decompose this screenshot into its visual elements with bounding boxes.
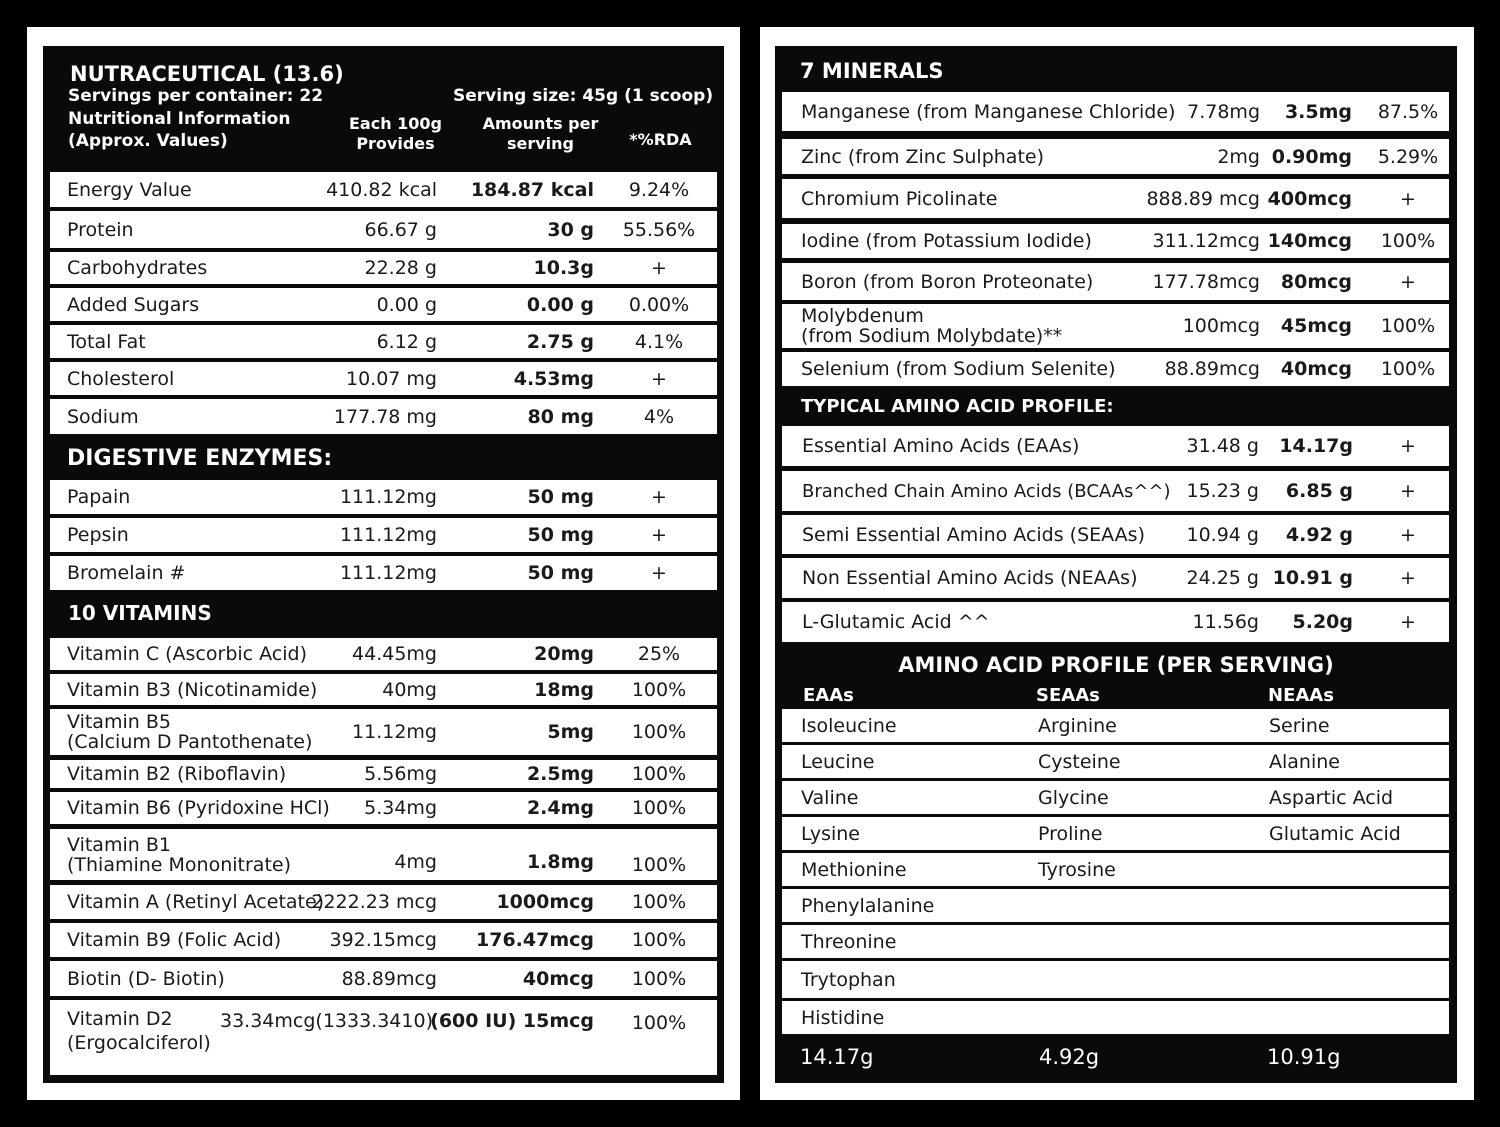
row-rda: 100% <box>631 678 687 701</box>
row-per100: 111.12mg <box>339 524 437 546</box>
row-per100: 0.00 g <box>376 293 437 316</box>
row-rda: 25% <box>637 643 681 665</box>
neaa-cell: Alanine <box>1269 750 1340 773</box>
table-row <box>782 602 1449 642</box>
row-per100: 33.34mcg(1333.3410) <box>220 1010 433 1032</box>
row-serving: 40mcg <box>522 967 594 990</box>
row-serving: 50 mg <box>527 524 594 546</box>
row-name: Chromium Picolinate <box>801 187 998 210</box>
row-rda: 55.56% <box>622 218 696 241</box>
row-serving: 5.20g <box>1292 611 1353 633</box>
row-name: Total Fat <box>67 330 146 353</box>
eaa-cell: Isoleucine <box>801 714 897 737</box>
row-per100: 4mg <box>394 851 437 873</box>
table-row <box>50 399 717 434</box>
row-name: Iodine (from Potassium Iodide) <box>801 230 1092 252</box>
seaa-cell: Glycine <box>1038 786 1109 809</box>
table-row <box>782 426 1449 466</box>
seaa-cell: Arginine <box>1038 714 1117 737</box>
row-serving: 4.92 g <box>1285 523 1353 546</box>
row-rda: + <box>1400 523 1416 546</box>
neaa-cell: Aspartic Acid <box>1269 786 1394 809</box>
row-per100: 410.82 kcal <box>326 178 437 201</box>
table-row <box>782 889 1449 922</box>
row-serving: 10.3g <box>533 257 594 279</box>
row-serving: 2.5mg <box>526 763 594 785</box>
row-name: Pepsin <box>67 524 129 546</box>
row-rda: + <box>1400 187 1416 210</box>
row-name: Zinc (from Zinc Sulphate) <box>801 145 1044 168</box>
row-per100: 88.89mcg <box>341 967 437 990</box>
neaa-cell: Glutamic Acid <box>1269 822 1401 845</box>
row-name: Boron (from Boron Proteonate) <box>801 270 1094 293</box>
table-row <box>50 760 717 788</box>
total-seaas: 4.92g <box>1039 1045 1100 1069</box>
row-name <box>67 1000 211 1075</box>
col-header-serving-line2: serving <box>506 134 575 153</box>
row-per100: 100mcg <box>1182 315 1260 337</box>
row-serving: 4.53mg <box>513 367 594 390</box>
row-per100: 2mg <box>1217 145 1260 168</box>
col-header-eaas: EAAs <box>803 685 854 706</box>
row-per100: 66.67 g <box>364 218 437 241</box>
nutri-info-line2: (Approx. Values) <box>68 131 228 151</box>
col-header-per100-line2: Provides <box>356 134 435 153</box>
row-serving: 30 g <box>547 218 594 241</box>
table-row <box>50 961 717 996</box>
row-serving: 184.87 kcal <box>470 178 594 201</box>
row-serving: 18mg <box>534 678 594 701</box>
row-name-line2: (Calcium D Pantothenate) <box>67 731 313 753</box>
row-name-line1: Vitamin D2 <box>67 1008 173 1030</box>
row-name: Vitamin A (Retinyl Acetate) <box>67 891 325 913</box>
row-rda: 100% <box>631 797 687 819</box>
table-row <box>50 638 717 670</box>
row-rda: 5.29% <box>1377 145 1439 168</box>
table-row <box>782 1001 1449 1034</box>
table-row <box>50 518 717 552</box>
row-serving: 1.8mg <box>526 851 594 873</box>
row-name: Vitamin B6 (Pyridoxine HCl) <box>67 797 330 819</box>
row-rda: 100% <box>1380 315 1436 337</box>
row-per100: 10.07 mg <box>345 367 437 390</box>
digestive-enzymes-heading: DIGESTIVE ENZYMES: <box>67 446 333 471</box>
table-row <box>50 211 717 248</box>
table-row <box>50 829 717 880</box>
row-serving: 14.17g <box>1279 435 1353 457</box>
row-name: Manganese (from Manganese Chloride) <box>801 100 1176 123</box>
row-name: Added Sugars <box>67 293 200 316</box>
row-per100: 177.78mcg <box>1152 270 1260 293</box>
nutri-info-line1: Nutritional Information <box>68 109 291 129</box>
eaa-cell: Phenylalanine <box>801 894 935 917</box>
amino-per-serving-heading: AMINO ACID PROFILE (PER SERVING) <box>898 653 1334 677</box>
row-name: Bromelain # <box>67 562 186 584</box>
seaa-cell: Cysteine <box>1038 750 1121 773</box>
table-row <box>50 480 717 514</box>
row-per100: 7.78mg <box>1187 100 1260 123</box>
row-per100: 22.28 g <box>364 257 437 279</box>
row-serving: 3.5mg <box>1284 100 1352 123</box>
row-per100: 11.56g <box>1192 611 1259 633</box>
table-row <box>782 304 1449 348</box>
table-row <box>50 923 717 957</box>
row-name-line1: Vitamin B5 <box>67 711 171 733</box>
row-serving: 176.47mcg <box>476 929 594 951</box>
row-rda: 100% <box>1380 230 1436 252</box>
table-row <box>50 792 717 824</box>
row-rda: 100% <box>631 763 687 785</box>
row-serving: 2.4mg <box>526 797 594 819</box>
table-row <box>782 263 1449 300</box>
row-serving: 80mcg <box>1280 270 1352 293</box>
row-name-line2: (Ergocalciferol) <box>67 1032 211 1054</box>
row-rda: + <box>1400 480 1416 502</box>
row-serving: 50 mg <box>527 562 594 584</box>
row-rda: + <box>651 486 667 508</box>
row-rda: 100% <box>631 854 687 876</box>
row-name: Essential Amino Acids (EAAs) <box>802 435 1080 457</box>
table-row <box>50 362 717 395</box>
row-rda: 100% <box>631 891 687 913</box>
row-per100: 2222.23 mcg <box>311 891 437 913</box>
row-name: Sodium <box>67 405 139 428</box>
table-row <box>782 709 1449 742</box>
row-per100: 44.45mg <box>352 643 437 665</box>
row-serving: 20mg <box>534 643 594 665</box>
col-header-serving-line1: Amounts per <box>482 114 599 133</box>
row-rda: + <box>651 524 667 546</box>
eaa-cell: Histidine <box>801 1006 885 1029</box>
table-row <box>50 709 717 755</box>
row-name: Vitamin B9 (Folic Acid) <box>67 929 282 951</box>
row-per100: 5.56mg <box>364 763 437 785</box>
row-rda: + <box>1400 611 1416 633</box>
row-per100: 392.15mcg <box>329 929 437 951</box>
row-serving: 400mcg <box>1267 187 1352 210</box>
row-rda: + <box>651 367 667 390</box>
row-per100: 311.12mcg <box>1152 230 1260 252</box>
row-per100: 24.25 g <box>1186 567 1259 589</box>
col-header-per100-line1: Each 100g <box>348 114 443 133</box>
seaa-cell: Tyrosine <box>1038 858 1116 881</box>
row-name: L-Glutamic Acid ^^ <box>802 611 990 633</box>
table-row <box>782 179 1449 218</box>
row-serving: 6.85 g <box>1285 480 1353 502</box>
row-serving: 40mcg <box>1280 358 1352 380</box>
row-serving: 2.75 g <box>526 330 594 353</box>
col-header-rda: *%RDA <box>629 130 692 149</box>
table-row <box>782 558 1449 598</box>
col-header-seaas: SEAAs <box>1036 685 1100 706</box>
table-row <box>50 325 717 358</box>
row-name: Non Essential Amino Acids (NEAAs) <box>802 567 1138 589</box>
table-row <box>782 781 1449 814</box>
table-row <box>782 853 1449 886</box>
row-serving: 1000mcg <box>496 891 594 913</box>
row-name-line2: (from Sodium Molybdate)** <box>801 325 1063 347</box>
row-name <box>67 709 312 755</box>
row-rda: 4.1% <box>634 330 684 353</box>
row-rda: 100% <box>631 929 687 951</box>
amino-profile-heading: TYPICAL AMINO ACID PROFILE: <box>801 396 1114 417</box>
row-rda: 100% <box>631 721 687 743</box>
row-name <box>801 304 1062 348</box>
row-per100: 6.12 g <box>376 330 437 353</box>
row-rda: 4% <box>643 405 675 428</box>
row-name: Vitamin B3 (Nicotinamide) <box>67 678 318 701</box>
row-per100: 111.12mg <box>339 486 437 508</box>
table-row <box>782 471 1449 511</box>
row-serving: 80 mg <box>527 405 594 428</box>
servings-per-container: Servings per container: 22 <box>68 86 324 106</box>
row-name: Energy Value <box>67 178 192 201</box>
row-per100: 11.12mg <box>352 721 437 743</box>
row-rda: 87.5% <box>1377 100 1439 123</box>
minerals-amino-panel <box>775 46 1457 1083</box>
row-name: Papain <box>67 486 131 508</box>
row-name: Semi Essential Amino Acids (SEAAs) <box>802 523 1145 546</box>
row-per100: 888.89 mcg <box>1146 187 1260 210</box>
neaa-cell: Serine <box>1269 714 1330 737</box>
row-rda: 9.24% <box>628 178 690 201</box>
row-name: Branched Chain Amino Acids (BCAAs^^) <box>802 480 1171 502</box>
table-row <box>782 352 1449 386</box>
table-row <box>50 172 717 207</box>
table-row <box>782 92 1449 131</box>
row-serving: 45mcg <box>1280 315 1352 337</box>
row-name: Cholesterol <box>67 367 175 390</box>
table-row <box>782 961 1449 998</box>
table-row <box>782 515 1449 554</box>
row-per100: 31.48 g <box>1186 435 1259 457</box>
eaa-cell: Threonine <box>801 930 897 953</box>
row-serving: 5mg <box>547 721 594 743</box>
total-eaas: 14.17g <box>800 1045 874 1069</box>
row-rda: + <box>651 562 667 584</box>
row-rda: 100% <box>1380 358 1436 380</box>
row-name: Biotin (D- Biotin) <box>67 967 225 990</box>
table-row <box>50 885 717 919</box>
table-row <box>782 139 1449 174</box>
table-row <box>782 224 1449 258</box>
col-header-neaas: NEAAs <box>1268 685 1334 706</box>
row-serving: 0.90mg <box>1271 145 1352 168</box>
row-rda: 0.00% <box>628 293 690 316</box>
row-rda: 100% <box>631 967 687 990</box>
row-name-line1: Vitamin B1 <box>67 833 171 856</box>
panel-title: NUTRACEUTICAL (13.6) <box>70 62 344 86</box>
eaa-cell: Valine <box>801 786 859 809</box>
row-name: Selenium (from Sodium Selenite) <box>801 358 1116 380</box>
row-name: Protein <box>67 218 134 241</box>
eaa-cell: Lysine <box>801 822 860 845</box>
eaa-cell: Leucine <box>801 750 875 773</box>
minerals-heading: 7 MINERALS <box>800 59 944 83</box>
table-row <box>50 1000 717 1075</box>
row-name <box>67 829 291 880</box>
row-name: Vitamin C (Ascorbic Acid) <box>67 643 308 665</box>
row-serving: 140mcg <box>1267 230 1352 252</box>
row-rda: + <box>1400 270 1416 293</box>
row-serving: 50 mg <box>527 486 594 508</box>
row-serving: 10.91 g <box>1272 567 1353 589</box>
eaa-cell: Trytophan <box>801 968 896 991</box>
table-row <box>50 252 717 284</box>
table-row <box>50 674 717 705</box>
serving-size: Serving size: 45g (1 scoop) <box>453 86 714 106</box>
seaa-cell: Proline <box>1038 822 1103 845</box>
row-name: Vitamin B2 (Riboflavin) <box>67 763 287 785</box>
row-name-line1: Molybdenum <box>801 305 924 327</box>
table-row <box>782 745 1449 778</box>
row-per100: 40mg <box>382 678 437 701</box>
table-row <box>50 288 717 321</box>
row-per100: 177.78 mg <box>333 405 437 428</box>
row-per100: 5.34mg <box>364 797 437 819</box>
row-name-line2: (Thiamine Mononitrate) <box>67 853 292 876</box>
row-serving: 0.00 g <box>526 293 594 316</box>
row-per100: 15.23 g <box>1186 480 1259 502</box>
row-rda: 100% <box>631 1012 687 1034</box>
row-rda: + <box>1400 435 1416 457</box>
row-per100: 111.12mg <box>339 562 437 584</box>
row-per100: 88.89mcg <box>1164 358 1260 380</box>
row-rda: + <box>651 257 667 279</box>
vitamins-heading: 10 VITAMINS <box>68 601 212 625</box>
row-name: Carbohydrates <box>67 257 208 279</box>
total-neaas: 10.91g <box>1267 1045 1341 1069</box>
table-row <box>50 556 717 590</box>
table-row <box>782 817 1449 850</box>
row-per100: 10.94 g <box>1186 523 1259 546</box>
row-rda: + <box>1400 567 1416 589</box>
eaa-cell: Methionine <box>801 858 907 881</box>
row-serving: (600 IU) 15mcg <box>430 1010 594 1032</box>
table-row <box>782 925 1449 958</box>
nutrition-facts-panel <box>43 46 724 1083</box>
